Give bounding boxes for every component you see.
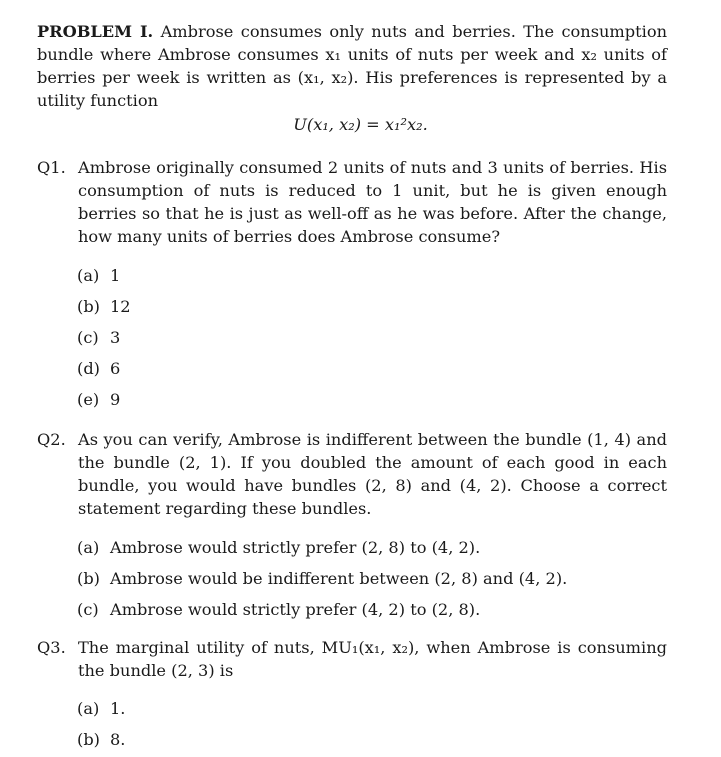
question-number: Q1.	[37, 158, 66, 177]
question-number: Q3.	[37, 638, 66, 657]
question-2	[37, 428, 667, 520]
option-label: (a)	[77, 699, 100, 718]
option-text: Ambrose would strictly prefer (2, 8) to (4, 2).	[110, 538, 481, 557]
q3-option-a	[77, 698, 125, 720]
option-label: (b)	[77, 730, 100, 749]
q1-option-e	[77, 389, 120, 411]
question-text: The marginal utility of nuts, MU₁(x₁, x₂), when Ambrose is consuming the bundle (2, 3) is	[78, 638, 667, 680]
q2-option-c	[77, 599, 480, 621]
option-label: (a)	[77, 538, 100, 557]
option-text: Ambrose would strictly prefer (4, 2) to (2, 8).	[110, 600, 481, 619]
question-1	[37, 156, 667, 248]
option-text: Ambrose would be indifferent between (2, 8) and (4, 2).	[110, 569, 568, 588]
problem-intro	[37, 20, 667, 112]
q3-option-b	[77, 729, 125, 751]
question-number: Q2.	[37, 430, 66, 449]
q1-option-b	[77, 296, 131, 318]
problem-intro-text: Ambrose consumes only nuts and berries. The consumption bundle where Ambrose consumes x₁ units of nuts per week and x₂ units of berries per week is written as (x₁, x₂). His preferences is represented by a utility function	[37, 22, 667, 110]
option-label: (a)	[77, 266, 100, 285]
q2-option-a	[77, 537, 480, 559]
q1-option-c	[77, 327, 120, 349]
option-text: 12	[110, 297, 131, 316]
option-label: (e)	[77, 390, 100, 409]
option-text: 1.	[110, 699, 126, 718]
option-text: 8.	[110, 730, 126, 749]
question-text: Ambrose originally consumed 2 units of nuts and 3 units of berries. His consumption of nuts is reduced to 1 unit, but he is given enough berries so that he is just as well-off as he was before. After the change, how many units of berries does Ambrose consume?	[78, 158, 667, 246]
problem-heading: PROBLEM I.	[37, 22, 154, 41]
utility-equation: U(x₁, x₂) = x₁²x₂.	[293, 115, 428, 134]
option-text: 9	[110, 390, 121, 409]
q2-option-b	[77, 568, 567, 590]
q1-option-d	[77, 358, 120, 380]
question-3	[37, 636, 667, 682]
option-label: (c)	[77, 328, 99, 347]
option-text: 3	[110, 328, 121, 347]
q1-option-a	[77, 265, 120, 287]
question-text: As you can verify, Ambrose is indifferent between the bundle (1, 4) and the bundle (2, 1). If you doubled the amount of each good in each bundle, you would have bundles (2, 8) and (4, 2). Choose a correct statement regarding these bundles.	[78, 430, 667, 518]
option-label: (c)	[77, 600, 99, 619]
option-label: (b)	[77, 297, 100, 316]
option-label: (b)	[77, 569, 100, 588]
option-text: 6	[110, 359, 121, 378]
option-text: 1	[110, 266, 121, 285]
option-label: (d)	[77, 359, 100, 378]
